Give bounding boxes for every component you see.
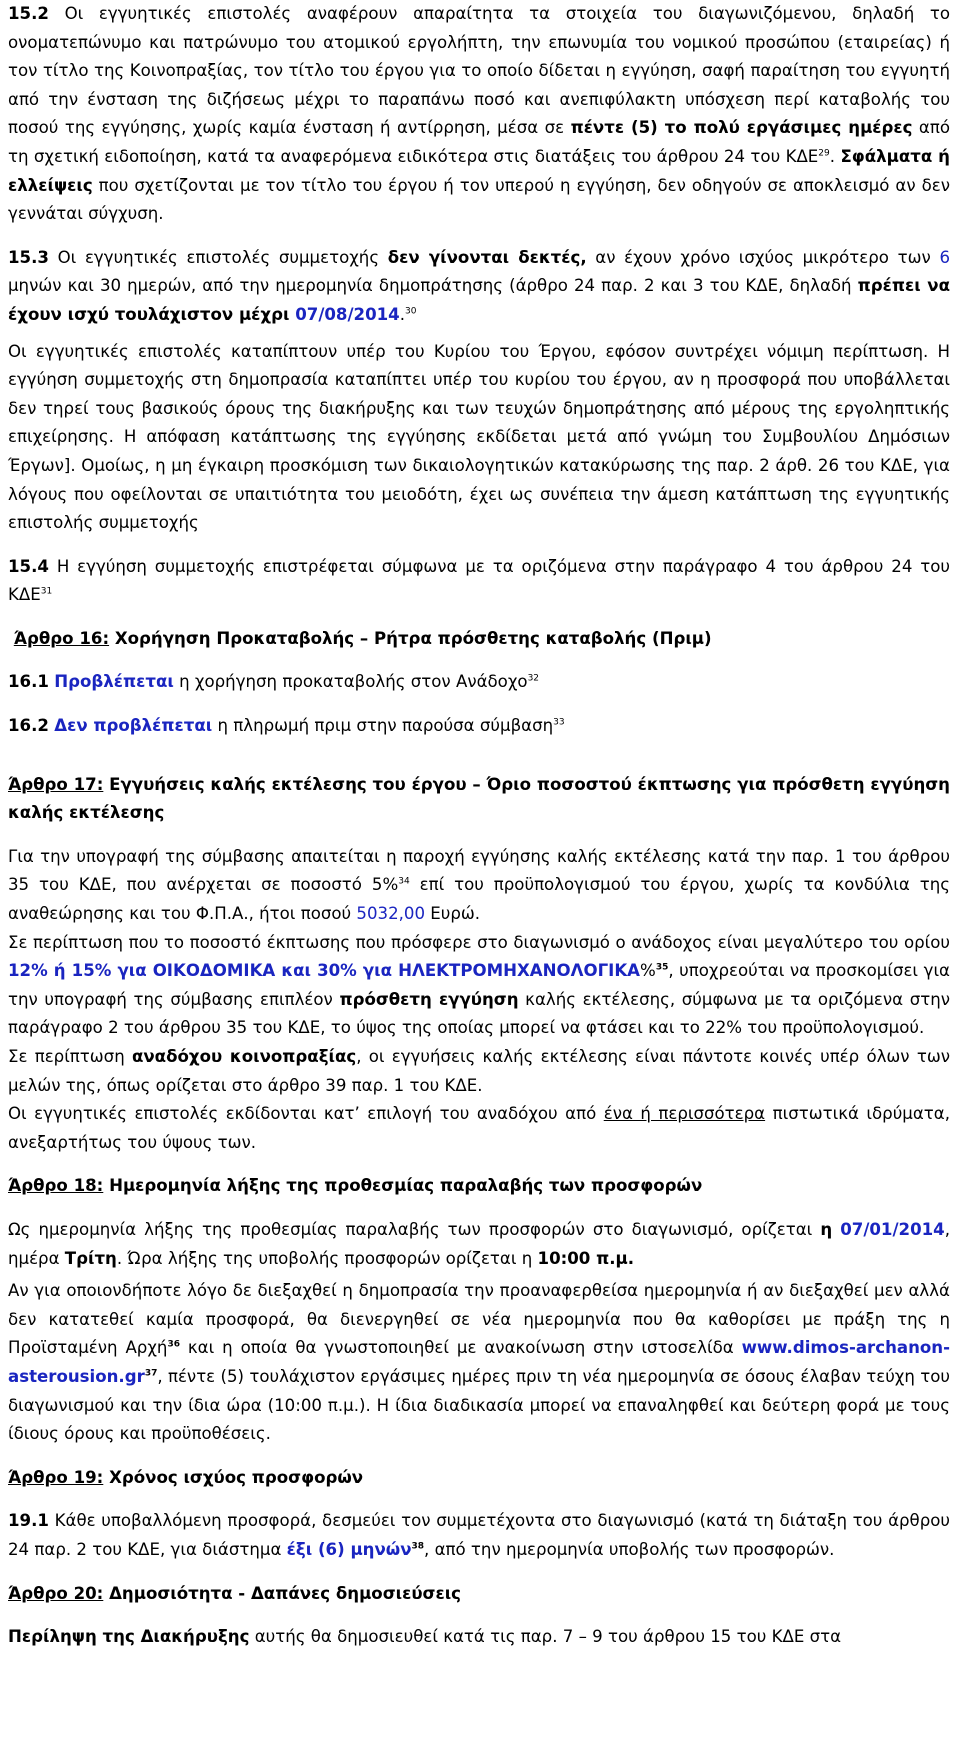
paragraph-15-3: 15.3 Οι εγγυητικές επιστολές συμμετοχής δεν γίνονται δεκτές, αν έχουν χρόνο ισχύος μικρότερο των 6 μηνών και 30 ημερών, από την ημερομηνία δημοπράτησης (άρθρο 24 παρ. 2 και 3 του ΚΔΕ, δηλαδή πρέπει να έχουν ισχύ τουλάχιστον μέχρι 07/08/2014.30	[8, 247, 950, 324]
paragraph-number: 15.3	[8, 247, 49, 267]
footnote-ref[interactable]: 34	[398, 876, 410, 887]
paragraph-18-deadline: Ως ημερομηνία λήξης της προθεσμίας παραλαβής των προσφορών στο διαγωνισμό, ορίζεται η 07/01/2014, ημέρα Τρίτη. Ώρα λήξης της υποβολής προσφορών ορίζεται η 10:00 π.μ.	[8, 1219, 951, 1268]
footnote-ref[interactable]: 35	[655, 962, 669, 973]
paragraph-17-guarantee: Για την υπογραφή της σύμβασης απαιτείται η παροχή εγγύησης καλής εκτέλεσης κατά την παρ. 1 του άρθρου 35 του ΚΔΕ, που ανέρχεται σε ποσοστό 5%$^{34}$ επί του προϋπολογισμού του έργου, χωρίς τα κονδύλια της αναθεώρησης και του Φ.Π.Α., ήτοι ποσού 5032,00 Ευρώ.	[8, 846, 950, 924]
paragraph-number: 15.4	[8, 556, 49, 576]
footnote-ref[interactable]: 37	[144, 1368, 158, 1379]
deadline-date: 07/01/2014	[840, 1219, 945, 1239]
paragraph-19-1: 19.1 Κάθε υποβαλλόμενη προσφορά, δεσμεύει τον συμμετέχοντα στο διαγωνισμό (κατά τη διάταξη του άρθρου 24 παρ. 2 του ΚΔΕ, για διάστημα έξι (6) μηνών$^{38}$, από την ημερομηνία υποβολής των προσφορών.	[8, 1511, 950, 1559]
article-17-heading: Άρθρο 17: Εγγυήσεις καλής εκτέλεσης του έργου – Όριο ποσοστού έκπτωσης για πρόσθετη εγγύηση καλής εκτέλεσης	[8, 774, 950, 823]
article-16-heading: Άρθρο 16: Χορήγηση Προκαταβολής – Ρήτρα πρόσθετης καταβολής (Πριμ)	[13, 628, 712, 648]
article-20-heading: Άρθρο 20: Δημοσιότητα - Δαπάνες δημοσιεύσεις	[8, 1583, 462, 1603]
footnote-ref[interactable]: 29	[818, 148, 830, 159]
paragraph-16-2: 16.2 Δεν προβλέπεται η πληρωμή πριμ στην παρούσα σύμβαση$^{33}$	[8, 716, 565, 736]
footnote-ref[interactable]: 38	[411, 1541, 425, 1552]
paragraph-17-joint: Σε περίπτωση αναδόχου κοινοπραξίας, οι εγγυήσεις καλής εκτέλεσης είναι πάντοτε κοινές υπέρ όλων των μελών της, όπως ορίζεται στο άρθρο 39 παρ. 1 του ΚΔΕ.	[8, 1047, 950, 1095]
footnote-ref[interactable]: 36	[167, 1339, 180, 1350]
article-18-heading: Άρθρο 18: Ημερομηνία λήξης της προθεσμίας παραλαβής των προσφορών	[8, 1176, 703, 1196]
paragraph-16-1: 16.1 Προβλέπεται η χορήγηση προκαταβολής στον Ανάδοχο$^{32}$	[8, 672, 540, 692]
article-19-heading: Άρθρο 19: Χρόνος ισχύος προσφορών	[8, 1467, 364, 1487]
footnote-ref[interactable]: 31	[40, 586, 53, 597]
website-link[interactable]: www.dimos-archanon-asterousion.gr	[8, 1338, 950, 1386]
footnote-ref[interactable]: 32	[527, 673, 540, 684]
footnote-ref[interactable]: 33	[553, 717, 565, 728]
paragraph-15-2: 15.2 Οι εγγυητικές επιστολές αναφέρουν απαραίτητα τα στοιχεία του διαγωνιζόμενου, δηλαδή το ονοματεπώνυμο και πατρώνυμο του ατομικού εργολήπτη, την επωνυμία του νομικού προσώπου (εταιρείας) ή τον τίτλο της Κοινοπραξίας, τον τίτλο του έργου για το οποίο δίδεται η εγγύηση, σαφή παραίτηση του εγγυητή από την ένσταση της διζήσεως μέχρι το παραπάνω ποσό και ανεπιφύλακτη υπόσχεση περί καταβολής του ποσού της εγγύησης, χωρίς καμία ένσταση ή αντίρρηση, μέσα σε πέντε (5) το πολύ εργάσιμες ημέρες από τη σχετική ειδοποίηση, κατά τα αναφερόμενα ειδικότερα στις διατάξεις του άρθρου 24 του ΚΔΕ$^{29}$. Σφάλματα ή ελλείψεις που σχετίζονται με τον τίτλο του έργου ή τον υπερού η εγγύηση, δεν οδηγούν σε αποκλεισμό αν δεν γεννάται σύγχυση.	[8, 4, 951, 224]
paragraph-20-1: Περίληψη της Διακήρυξης αυτής θα δημοσιευθεί κατά τις παρ. 7 – 9 του άρθρου 15 του ΚΔΕ στα	[8, 1627, 842, 1647]
footnote-ref[interactable]: 30	[405, 306, 417, 317]
paragraph-number: 15.2	[8, 4, 49, 23]
paragraph-18-repeat: Αν για οποιονδήποτε λόγο δε διεξαχθεί η δημοπρασία την προαναφερθείσα ημερομηνία ή αν διεξαχθεί μεν αλλά δεν κατατεθεί καμία προσφορά, θα διενεργηθεί σε νέα ημερομηνία που θα καθορίσει με πράξη της η Προϊσταμένη Αρχή$^{36}$ και η οποία θα γνωστοποιηθεί με ανακοίνωση στην ιστοσελίδα $www.dimos-archanon-asterousion.gr^{37}$, πέντε (5) τουλάχιστον εργάσιμες ημέρες πριν τη νέα ημερομηνία σε όσους έλαβαν τεύχη του διαγωνισμού και την ίδια ώρα (10:00 π.μ.). Η ίδια διαδικασία μπορεί να επαναληφθεί και δεύτερη φορά με τους ίδιους όρους και προϋποθέσεις.	[8, 1281, 950, 1444]
paragraph-15-4: 15.4 Η εγγύηση συμμετοχής επιστρέφεται σύμφωνα με τα οριζόμενα στην παράγραφο 4 του άρθρου 24 του ΚΔΕ$^{31}$	[8, 556, 950, 605]
paragraph-17-additional: Σε περίπτωση που το ποσοστό έκπτωσης που πρόσφερε στο διαγωνισμό ο ανάδοχος είναι μεγαλύτερο του ορίου 12% ή 15% για ΟΙΚΟΔΟΜΙΚΑ και 30% για ΗΛΕΚΤΡΟΜΗΧΑΝΟΛΟΓΙΚΑ%$^{35}$, υποχρεούται να προσκομίσει για την υπογραφή της σύμβασης επιπλέον πρόσθετη εγγύηση καλής εκτέλεσης, σύμφωνα με τα οριζόμενα στην παράγραφο 2 του άρθρου 35 του ΚΔΕ, το ύψος της οποίας μπορεί να φτάσει και το 22% του προϋπολογισμού.	[8, 932, 950, 1038]
paragraph-17-banks: Οι εγγυητικές επιστολές εκδίδονται κατ’ επιλογή του αναδόχου από ένα ή περισσότερα πιστωτικά ιδρύματα, ανεξαρτήτως του ύψους των.	[8, 1104, 951, 1152]
guarantee-amount: 5032,00	[356, 904, 426, 924]
paragraph-forfeiture: Οι εγγυητικές επιστολές καταπίπτουν υπέρ του Κυρίου του Έργου, εφόσον συντρέχει νόμιμη περίπτωση. Η εγγύηση συμμετοχής στη δημοπρασία καταπίπτει υπέρ του κυρίου του έργου, αν η προσφορά που υποβάλλεται δεν τηρεί τους βασικούς όρους της διακήρυξης και των τευχών δημοπράτησης από μέρους της εργοληπτικής επιχείρησης. Η απόφαση κατάπτωσης της εγγύησης εκδίδεται μετά από γνώμη του Συμβουλίου Δημόσιων Έργων]. Ομοίως, η μη έγκαιρη προσκόμιση των δικαιολογητικών κατακύρωσης της παρ. 2 άρθ. 26 του ΚΔΕ, για λόγους που οφείλονται σε υπαιτιότητα του μειοδότη, έχει ως συνέπεια την άμεση κατάπτωση της εγγυητικής επιστολής συμμετοχής	[8, 341, 950, 533]
